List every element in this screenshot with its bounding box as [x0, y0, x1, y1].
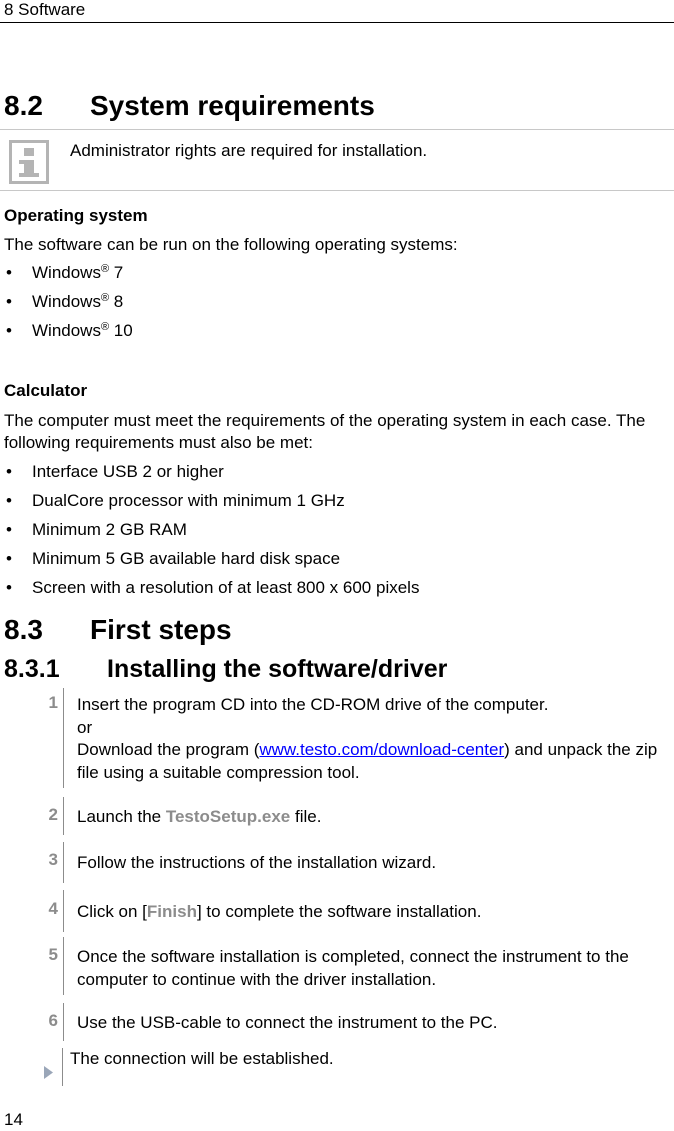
bullet-icon: • — [6, 491, 12, 510]
step-text: Click on [Finish] to complete the software installation. — [77, 902, 482, 921]
bullet-icon: • — [6, 292, 12, 311]
bullet-icon: • — [6, 462, 12, 481]
file-name: TestoSetup.exe — [165, 807, 291, 826]
bullet-icon: • — [6, 578, 12, 597]
step-number: 4 — [48, 899, 58, 918]
step-divider — [63, 797, 64, 835]
os-intro: The software can be run on the following operating systems: — [4, 235, 458, 254]
result-arrow-icon — [44, 1066, 53, 1079]
bullet-icon: • — [6, 321, 12, 340]
calculator-intro: The computer must meet the requirements of the operating system in each case. The following requirements must also be met: — [4, 411, 646, 452]
bullet-icon: • — [6, 263, 12, 282]
section-heading-8-2 — [4, 90, 664, 124]
step-divider — [63, 937, 64, 995]
download-center-link[interactable]: www.testo.com/download-center — [259, 740, 505, 759]
bullet-icon: • — [6, 520, 12, 539]
bullet-icon: • — [6, 549, 12, 568]
step-text: Follow the instructions of the installation wizard. — [77, 853, 437, 872]
page-number: 14 — [4, 1110, 23, 1129]
section-number: 8.2 — [4, 90, 43, 121]
step-divider — [63, 1003, 64, 1041]
step-text: Use the USB-cable to connect the instrument to the PC. — [77, 1013, 498, 1032]
section-title: Installing the software/driver — [107, 655, 448, 683]
step-text: Insert the program CD into the CD-ROM drive of the computer. or Download the program (www.testo.com/download-center) and unpack the zip file using a suitable compression tool. — [77, 695, 658, 782]
header-divider — [0, 22, 674, 23]
step-number: 1 — [48, 693, 58, 712]
step-divider — [63, 688, 64, 788]
section-number: 8.3.1 — [4, 655, 60, 683]
step-text: Launch the TestoSetup.exe file. — [77, 807, 322, 826]
finish-button-label: Finish — [146, 902, 197, 921]
result-divider — [62, 1048, 63, 1086]
calculator-heading: Calculator — [4, 381, 88, 400]
note-bottom-rule — [0, 190, 674, 191]
info-icon — [9, 140, 49, 184]
result-text: The connection will be established. — [70, 1049, 334, 1068]
step-text: Once the software installation is completed, connect the instrument to the computer to continue with the driver installation. — [77, 947, 629, 989]
step-number: 2 — [48, 805, 58, 824]
step-divider — [63, 842, 64, 883]
running-header: 8 Software — [4, 0, 86, 19]
os-heading: Operating system — [4, 206, 148, 225]
section-heading-8-3-1 — [4, 655, 664, 687]
section-heading-8-3 — [4, 614, 664, 648]
note-text: Administrator rights are required for installation. — [70, 141, 428, 160]
section-number: 8.3 — [4, 614, 43, 645]
section-title: First steps — [90, 614, 232, 645]
step-number: 3 — [48, 850, 58, 869]
step-divider — [63, 890, 64, 932]
note-top-rule — [0, 129, 674, 130]
section-title: System requirements — [90, 90, 375, 121]
step-number: 6 — [48, 1011, 58, 1030]
step-number: 5 — [48, 945, 58, 964]
